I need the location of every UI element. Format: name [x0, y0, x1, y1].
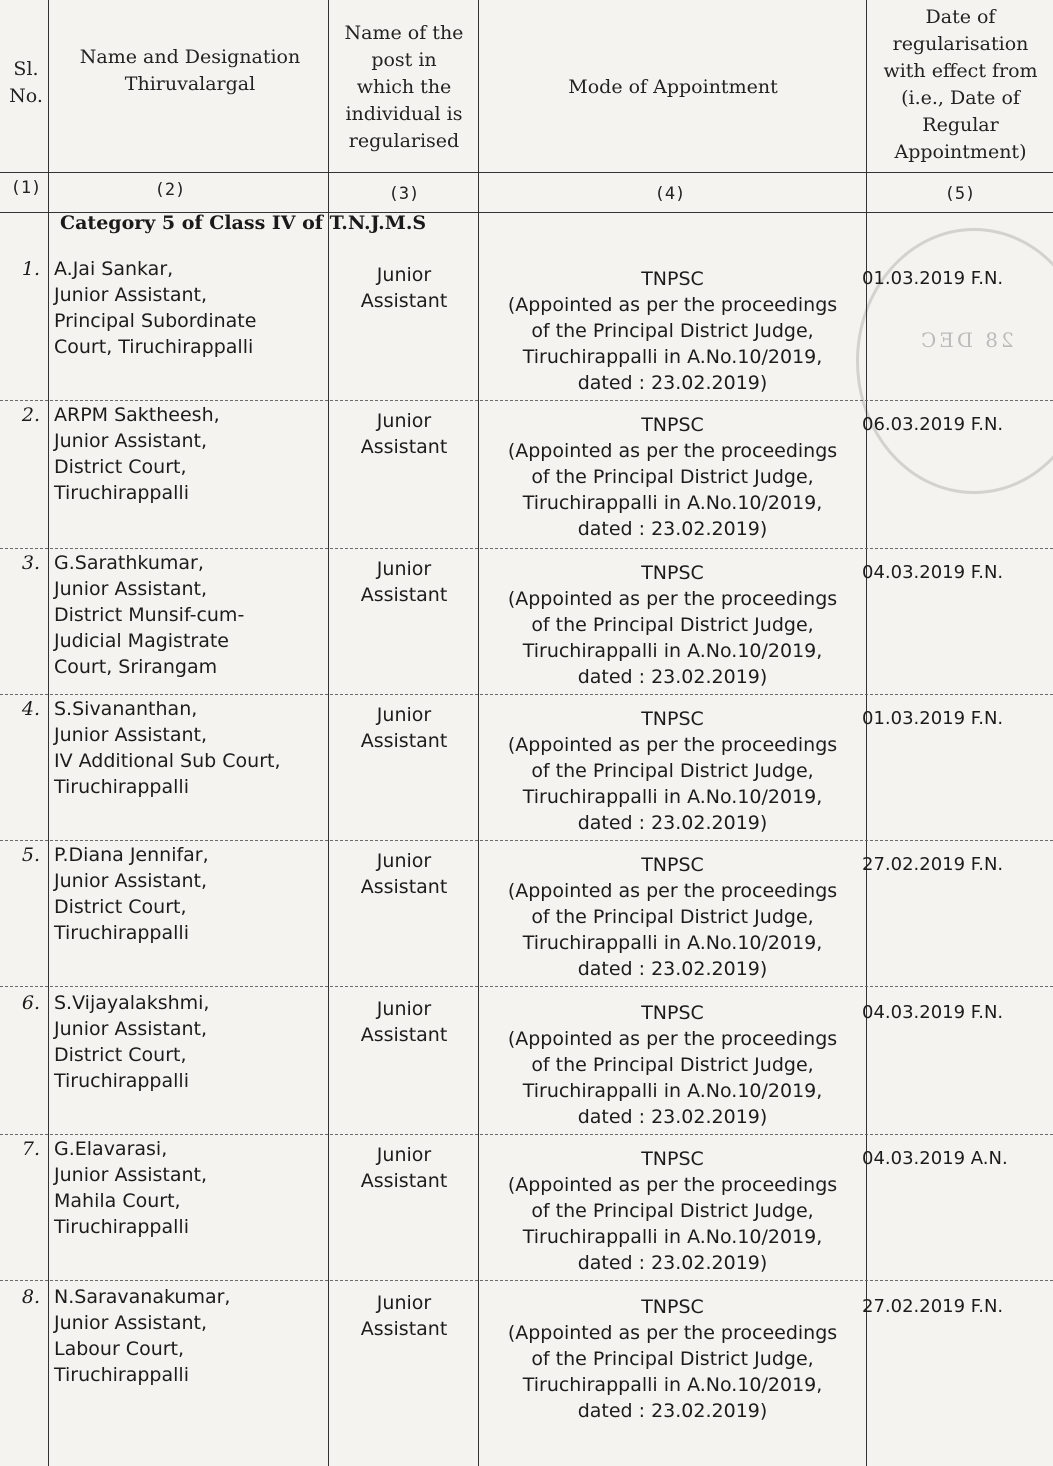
column-number: (1) [10, 178, 42, 198]
post-line: Assistant [360, 584, 448, 606]
mode-of-appointment-cell [480, 266, 865, 396]
row-separator [0, 694, 1053, 695]
mode-line: (Appointed as per the proceedings [507, 734, 838, 756]
name-designation-cell [54, 1136, 324, 1240]
name-designation-cell [54, 402, 324, 506]
header-text: post in [371, 49, 437, 71]
mode-line: TNPSC [641, 562, 704, 584]
header-text: Mode of Appointment [568, 76, 778, 98]
mode-line: of the Principal District Judge, [531, 1348, 814, 1370]
header-text: Name of the [344, 22, 464, 44]
header-sl-no [4, 56, 48, 110]
name-line: Tiruchirappalli [54, 1070, 189, 1092]
regularisation-date-cell: 01.03.2019 F.N. [862, 708, 1004, 729]
row-separator [0, 400, 1053, 401]
column-divider [48, 0, 49, 1466]
regularisation-date-cell: 27.02.2019 F.N. [862, 854, 1004, 875]
post-line: Junior [376, 1292, 432, 1314]
post-line: Junior [376, 998, 432, 1020]
name-designation-cell [54, 696, 324, 800]
mode-line: TNPSC [641, 414, 704, 436]
post-line: Junior [376, 704, 432, 726]
post-line: Assistant [360, 290, 448, 312]
name-designation-cell [54, 842, 324, 946]
serial-number: 8. [21, 1286, 40, 1308]
row-separator [0, 1134, 1053, 1135]
mode-line: dated : 23.02.2019) [577, 958, 768, 980]
serial-number: 2. [21, 404, 40, 426]
serial-number: 7. [21, 1138, 40, 1160]
mode-line: Tiruchirappalli in A.No.10/2019, [522, 492, 823, 514]
regularisation-date-cell: 27.02.2019 F.N. [862, 1296, 1004, 1317]
post-line: Junior [376, 850, 432, 872]
name-line: G.Elavarasi, [54, 1138, 168, 1160]
serial-number: 4. [21, 698, 40, 720]
post-line: Assistant [360, 1024, 448, 1046]
column-number: (2) [154, 180, 186, 200]
mode-line: TNPSC [641, 854, 704, 876]
column-divider [478, 0, 479, 1466]
name-line: N.Saravanakumar, [54, 1286, 231, 1308]
mode-line: of the Principal District Judge, [531, 906, 814, 928]
mode-line: of the Principal District Judge, [531, 320, 814, 342]
name-line: Labour Court, [54, 1338, 185, 1360]
name-line: District Court, [54, 896, 187, 918]
mode-of-appointment-cell [480, 560, 865, 690]
mode-line: Tiruchirappalli in A.No.10/2019, [522, 1374, 823, 1396]
stamp-date-mark: 28 DEC [918, 328, 1014, 352]
mode-line: (Appointed as per the proceedings [507, 1028, 838, 1050]
post-line: Assistant [360, 436, 448, 458]
name-designation-cell [54, 550, 324, 680]
post-cell [334, 848, 474, 900]
name-line: Junior Assistant, [54, 284, 208, 306]
name-line: Junior Assistant, [54, 578, 208, 600]
header-text: Name and Designation [79, 46, 301, 68]
header-text: Date of [925, 6, 996, 28]
name-designation-cell [54, 990, 324, 1094]
header-date [868, 4, 1053, 166]
name-line: District Munsif-cum- [54, 604, 245, 626]
mode-line: (Appointed as per the proceedings [507, 440, 838, 462]
mode-line: dated : 23.02.2019) [577, 1400, 768, 1422]
name-line: G.Sarathkumar, [54, 552, 204, 574]
post-line: Junior [376, 558, 432, 580]
mode-line: of the Principal District Judge, [531, 760, 814, 782]
post-line: Junior [376, 410, 432, 432]
mode-of-appointment-cell [480, 1294, 865, 1424]
column-number: (5) [944, 184, 976, 204]
name-line: Junior Assistant, [54, 1164, 208, 1186]
post-cell [334, 702, 474, 754]
post-cell [334, 1142, 474, 1194]
column-number: (3) [388, 184, 420, 204]
post-line: Assistant [360, 1170, 448, 1192]
mode-line: Tiruchirappalli in A.No.10/2019, [522, 640, 823, 662]
regularisation-date-cell: 01.03.2019 F.N. [862, 268, 1004, 289]
mode-line: TNPSC [641, 1002, 704, 1024]
row-separator [0, 986, 1053, 987]
header-mode [480, 74, 866, 101]
header-text: Appointment) [894, 141, 1027, 163]
header-text: No. [9, 85, 43, 107]
name-line: Tiruchirappalli [54, 482, 189, 504]
header-text: with effect from [883, 60, 1038, 82]
category-title: Category 5 of Class IV of T.N.J.M.S [60, 212, 427, 234]
mode-line: Tiruchirappalli in A.No.10/2019, [522, 1226, 823, 1248]
serial-number: 5. [21, 844, 40, 866]
name-line: Junior Assistant, [54, 1018, 208, 1040]
mode-line: dated : 23.02.2019) [577, 1106, 768, 1128]
column-divider [866, 0, 867, 1466]
name-line: S.Sivananthan, [54, 698, 198, 720]
mode-line: dated : 23.02.2019) [577, 518, 768, 540]
header-text: Sl. [13, 58, 39, 80]
mode-line: Tiruchirappalli in A.No.10/2019, [522, 1080, 823, 1102]
name-designation-cell [54, 1284, 324, 1388]
name-line: Tiruchirappalli [54, 1216, 189, 1238]
name-line: Court, Srirangam [54, 656, 218, 678]
header-rule [0, 172, 1053, 173]
mode-line: (Appointed as per the proceedings [507, 588, 838, 610]
post-line: Junior [376, 264, 432, 286]
mode-line: (Appointed as per the proceedings [507, 294, 838, 316]
post-line: Assistant [360, 876, 448, 898]
name-designation-cell [54, 256, 324, 360]
post-cell [334, 1290, 474, 1342]
mode-line: TNPSC [641, 1148, 704, 1170]
name-line: Tiruchirappalli [54, 1364, 189, 1386]
post-cell [334, 556, 474, 608]
mode-line: TNPSC [641, 708, 704, 730]
name-line: Judicial Magistrate [54, 630, 229, 652]
mode-line: TNPSC [641, 1296, 704, 1318]
name-line: Tiruchirappalli [54, 776, 189, 798]
name-line: A.Jai Sankar, [54, 258, 174, 280]
mode-line: Tiruchirappalli in A.No.10/2019, [522, 932, 823, 954]
name-line: District Court, [54, 456, 187, 478]
mode-line: (Appointed as per the proceedings [507, 1322, 838, 1344]
name-line: Junior Assistant, [54, 1312, 208, 1334]
mode-line: TNPSC [641, 268, 704, 290]
mode-line: dated : 23.02.2019) [577, 812, 768, 834]
column-number: (4) [654, 184, 686, 204]
row-separator [0, 840, 1053, 841]
mode-of-appointment-cell [480, 706, 865, 836]
name-line: S.Vijayalakshmi, [54, 992, 210, 1014]
name-line: Court, Tiruchirappalli [54, 336, 254, 358]
serial-number: 1. [21, 258, 40, 280]
mode-line: of the Principal District Judge, [531, 1200, 814, 1222]
post-cell [334, 996, 474, 1048]
mode-line: (Appointed as per the proceedings [507, 1174, 838, 1196]
serial-number: 3. [21, 552, 40, 574]
mode-of-appointment-cell [480, 1000, 865, 1130]
name-line: ARPM Saktheesh, [54, 404, 220, 426]
name-line: Junior Assistant, [54, 870, 208, 892]
post-line: Assistant [360, 1318, 448, 1340]
mode-line: Tiruchirappalli in A.No.10/2019, [522, 786, 823, 808]
header-text: which the [356, 76, 452, 98]
row-separator [0, 1280, 1053, 1281]
mode-line: of the Principal District Judge, [531, 614, 814, 636]
regularisation-date-cell: 06.03.2019 F.N. [862, 414, 1004, 435]
mode-line: of the Principal District Judge, [531, 466, 814, 488]
regularisation-date-cell: 04.03.2019 F.N. [862, 562, 1004, 583]
header-text: regularisation [892, 33, 1029, 55]
row-separator [0, 548, 1053, 549]
mode-line: of the Principal District Judge, [531, 1054, 814, 1076]
header-name-designation [52, 44, 328, 98]
header-text: regularised [348, 130, 460, 152]
mode-line: dated : 23.02.2019) [577, 1252, 768, 1274]
name-line: Principal Subordinate [54, 310, 257, 332]
mode-line: (Appointed as per the proceedings [507, 880, 838, 902]
header-text: individual is [345, 103, 463, 125]
post-cell [334, 262, 474, 314]
regularisation-date-cell: 04.03.2019 A.N. [862, 1148, 1008, 1169]
name-line: Mahila Court, [54, 1190, 181, 1212]
name-line: P.Diana Jennifar, [54, 844, 209, 866]
post-cell [334, 408, 474, 460]
mode-line: dated : 23.02.2019) [577, 372, 768, 394]
header-post [330, 20, 478, 155]
mode-of-appointment-cell [480, 1146, 865, 1276]
mode-line: Tiruchirappalli in A.No.10/2019, [522, 346, 823, 368]
header-text: Thiruvalargal [124, 73, 256, 95]
mode-line: dated : 23.02.2019) [577, 666, 768, 688]
regularisation-date-cell: 04.03.2019 F.N. [862, 1002, 1004, 1023]
header-text: Regular [922, 114, 999, 136]
header-text: (i.e., Date of [901, 87, 1020, 109]
name-line: District Court, [54, 1044, 187, 1066]
name-line: IV Additional Sub Court, [54, 750, 281, 772]
name-line: Junior Assistant, [54, 724, 208, 746]
mode-of-appointment-cell [480, 852, 865, 982]
name-line: Tiruchirappalli [54, 922, 189, 944]
post-line: Assistant [360, 730, 448, 752]
name-line: Junior Assistant, [54, 430, 208, 452]
post-line: Junior [376, 1144, 432, 1166]
serial-number: 6. [21, 992, 40, 1014]
mode-of-appointment-cell [480, 412, 865, 542]
